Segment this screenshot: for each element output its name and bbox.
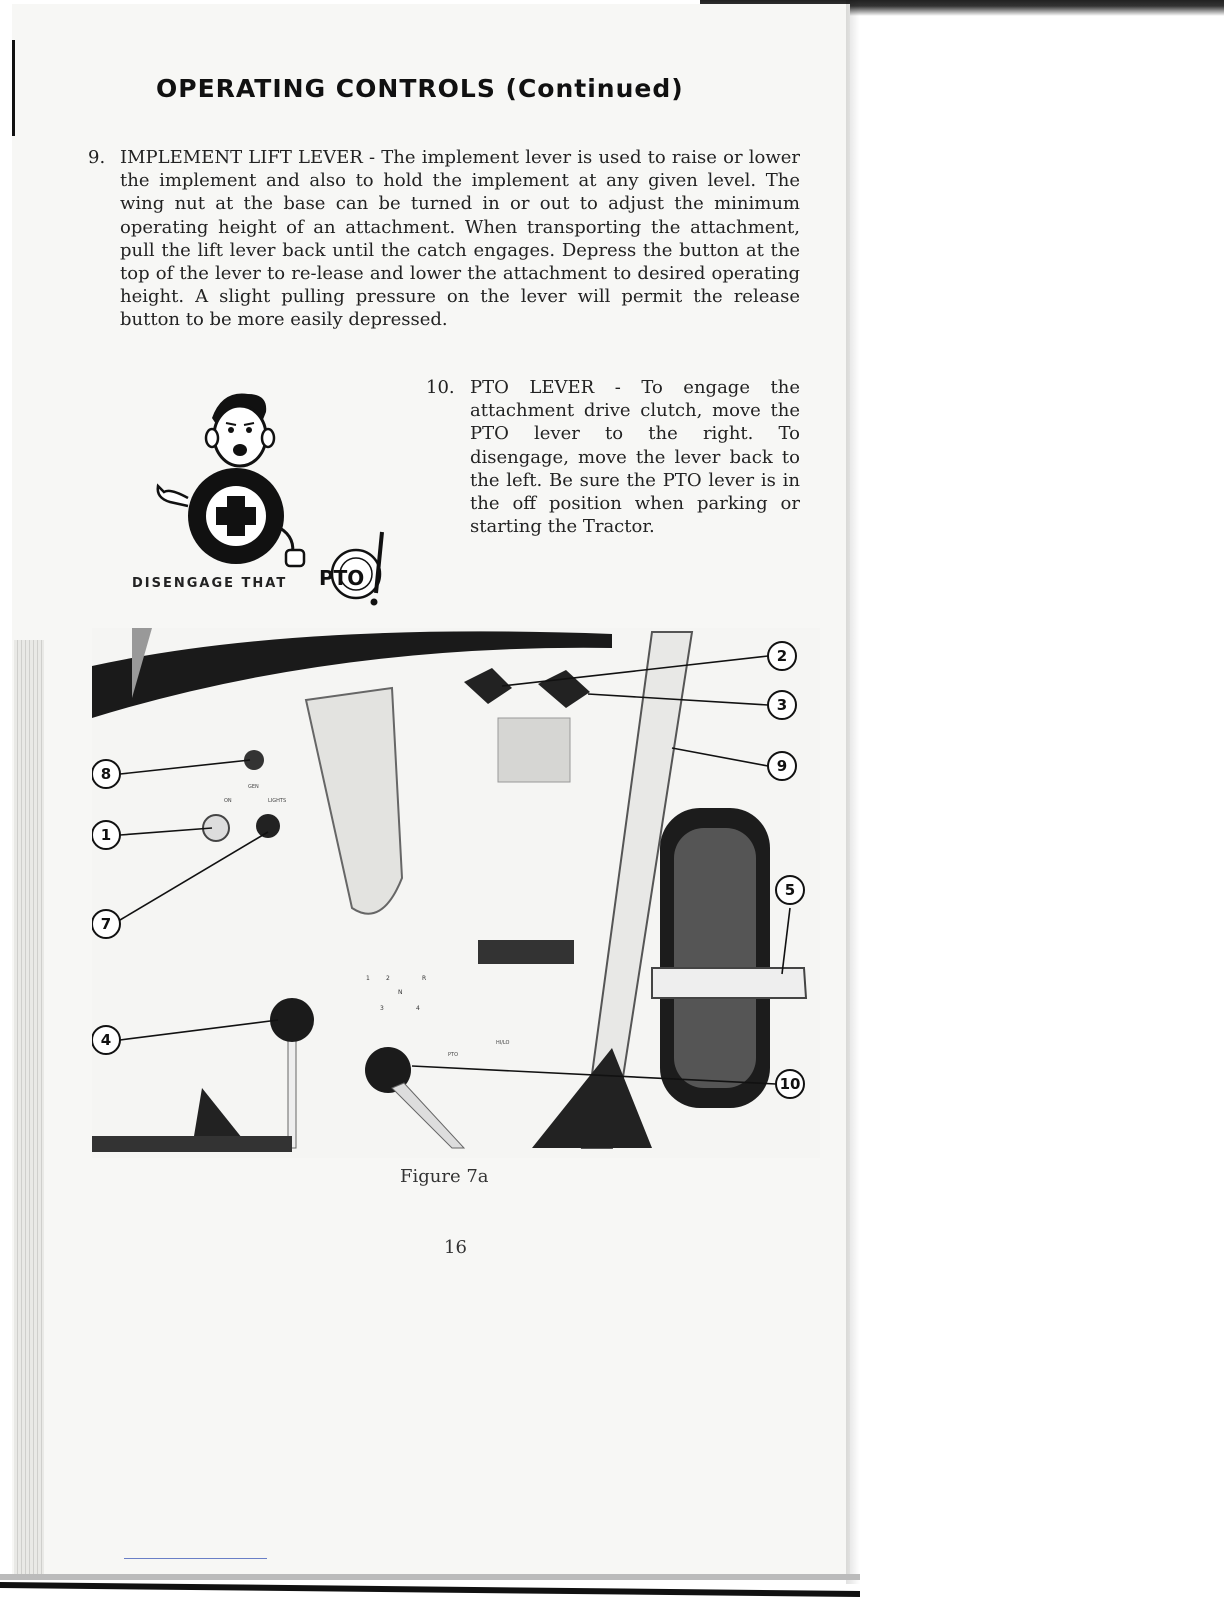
item-implement-lift-lever	[88, 146, 800, 332]
figure-caption: Figure 7a	[400, 1166, 489, 1187]
page-edge-shadow	[846, 0, 860, 1584]
callout-label: 5	[784, 881, 796, 899]
item-text: PTO LEVER - To engage the attachment drive clutch, move the PTO lever to the right. To disengage, move the lever back to the left. Be sure the PTO lever is in the off position when parking or starting the Tractor.	[470, 377, 800, 538]
callout-label: 3	[776, 696, 788, 714]
callout-label: 10	[779, 1075, 801, 1093]
item-text: IMPLEMENT LIFT LEVER - The implement lever is used to raise or lower the implement and also to hold the implement at any given level. The wing nut at the base can be turned in or out to adjust the minimum operating height of an attachment. When transporting the attachment, pull the lift lever back until the catch engages. Depress the button at the top of the lever to re-lease and lower the attachment to desired operating height. A slight pulling pressure on the lever will permit the release button to be more easily depressed.	[120, 147, 800, 331]
bottom-rule	[124, 1558, 267, 1559]
callout-label: 1	[100, 826, 112, 844]
shift-gear-label: R	[422, 975, 427, 982]
callout-label: 8	[100, 765, 112, 783]
panel-label: ON	[224, 798, 232, 804]
binding-spine-line	[12, 40, 15, 136]
item-number: 9.	[88, 147, 106, 168]
tractor-controls-photo	[92, 628, 820, 1158]
binding-edge	[0, 1574, 860, 1580]
callout-label: 7	[100, 915, 112, 933]
page-heading: OPERATING CONTROLS (Continued)	[156, 74, 684, 103]
item-pto-lever	[426, 376, 800, 538]
page-number: 16	[444, 1237, 467, 1258]
panel-label: LIGHTS	[268, 798, 287, 804]
shift-gear-label: 3	[380, 1005, 384, 1012]
callout-label: 9	[776, 757, 788, 775]
callout-label: 4	[100, 1031, 112, 1049]
pto-badge-text: PTO	[319, 566, 365, 590]
item-number: 10.	[426, 377, 455, 398]
shift-gear-label: 1	[366, 975, 370, 982]
tractor-controls-illustration	[92, 628, 820, 1158]
stacked-page-edges	[14, 640, 44, 1580]
callout-label: 2	[776, 647, 788, 665]
page-bottom-binding	[0, 1560, 860, 1590]
panel-label: PTO	[448, 1052, 459, 1058]
panel-label: HI/LO	[496, 1040, 510, 1046]
binding-shadow	[0, 1582, 860, 1597]
shift-gear-label: 4	[416, 1005, 420, 1012]
shift-gear-label: N	[398, 989, 403, 996]
panel-label: GEN	[248, 784, 259, 790]
shift-gear-label: 2	[386, 975, 390, 982]
mascot-caption: DISENGAGE THAT	[132, 576, 288, 591]
